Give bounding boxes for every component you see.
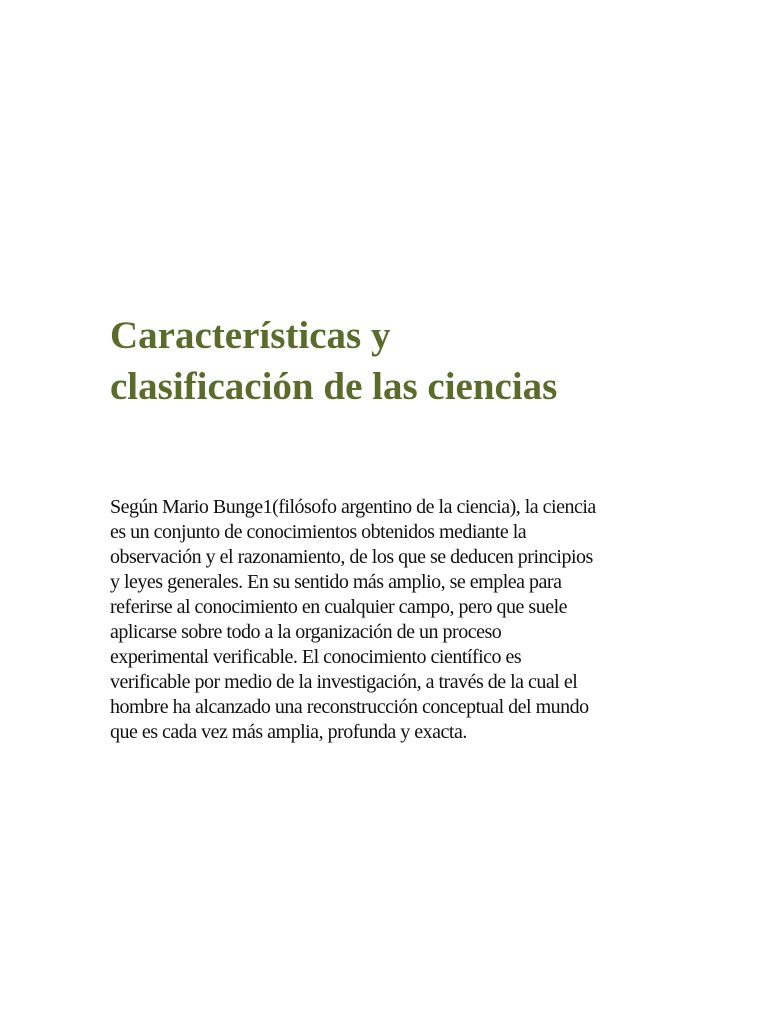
paragraph-line: es un conjunto de conocimientos obtenidos mediante la — [110, 521, 527, 543]
body-paragraph — [110, 495, 670, 745]
page-title — [110, 310, 690, 412]
paragraph-line: Según Mario Bunge1(filósofo argentino de la ciencia), la ciencia — [110, 496, 596, 518]
paragraph-line: verificable por medio de la investigación, a través de la cual el — [110, 671, 578, 693]
paragraph-line: que es cada vez más amplia, profunda y exacta. — [110, 721, 467, 743]
title-line: clasificación de las ciencias — [110, 365, 558, 408]
paragraph-line: hombre ha alcanzado una reconstrucción conceptual del mundo — [110, 696, 589, 718]
paragraph-line: y leyes generales. En su sentido más amplio, se emplea para — [110, 571, 562, 593]
paragraph-line: experimental verificable. El conocimiento científico es — [110, 646, 522, 668]
title-line: Características y — [110, 314, 391, 357]
paragraph-line: aplicarse sobre todo a la organización de un proceso — [110, 621, 502, 643]
paragraph-line: observación y el razonamiento, de los que se deducen principios — [110, 546, 593, 568]
paragraph-line: referirse al conocimiento en cualquier campo, pero que suele — [110, 596, 568, 618]
